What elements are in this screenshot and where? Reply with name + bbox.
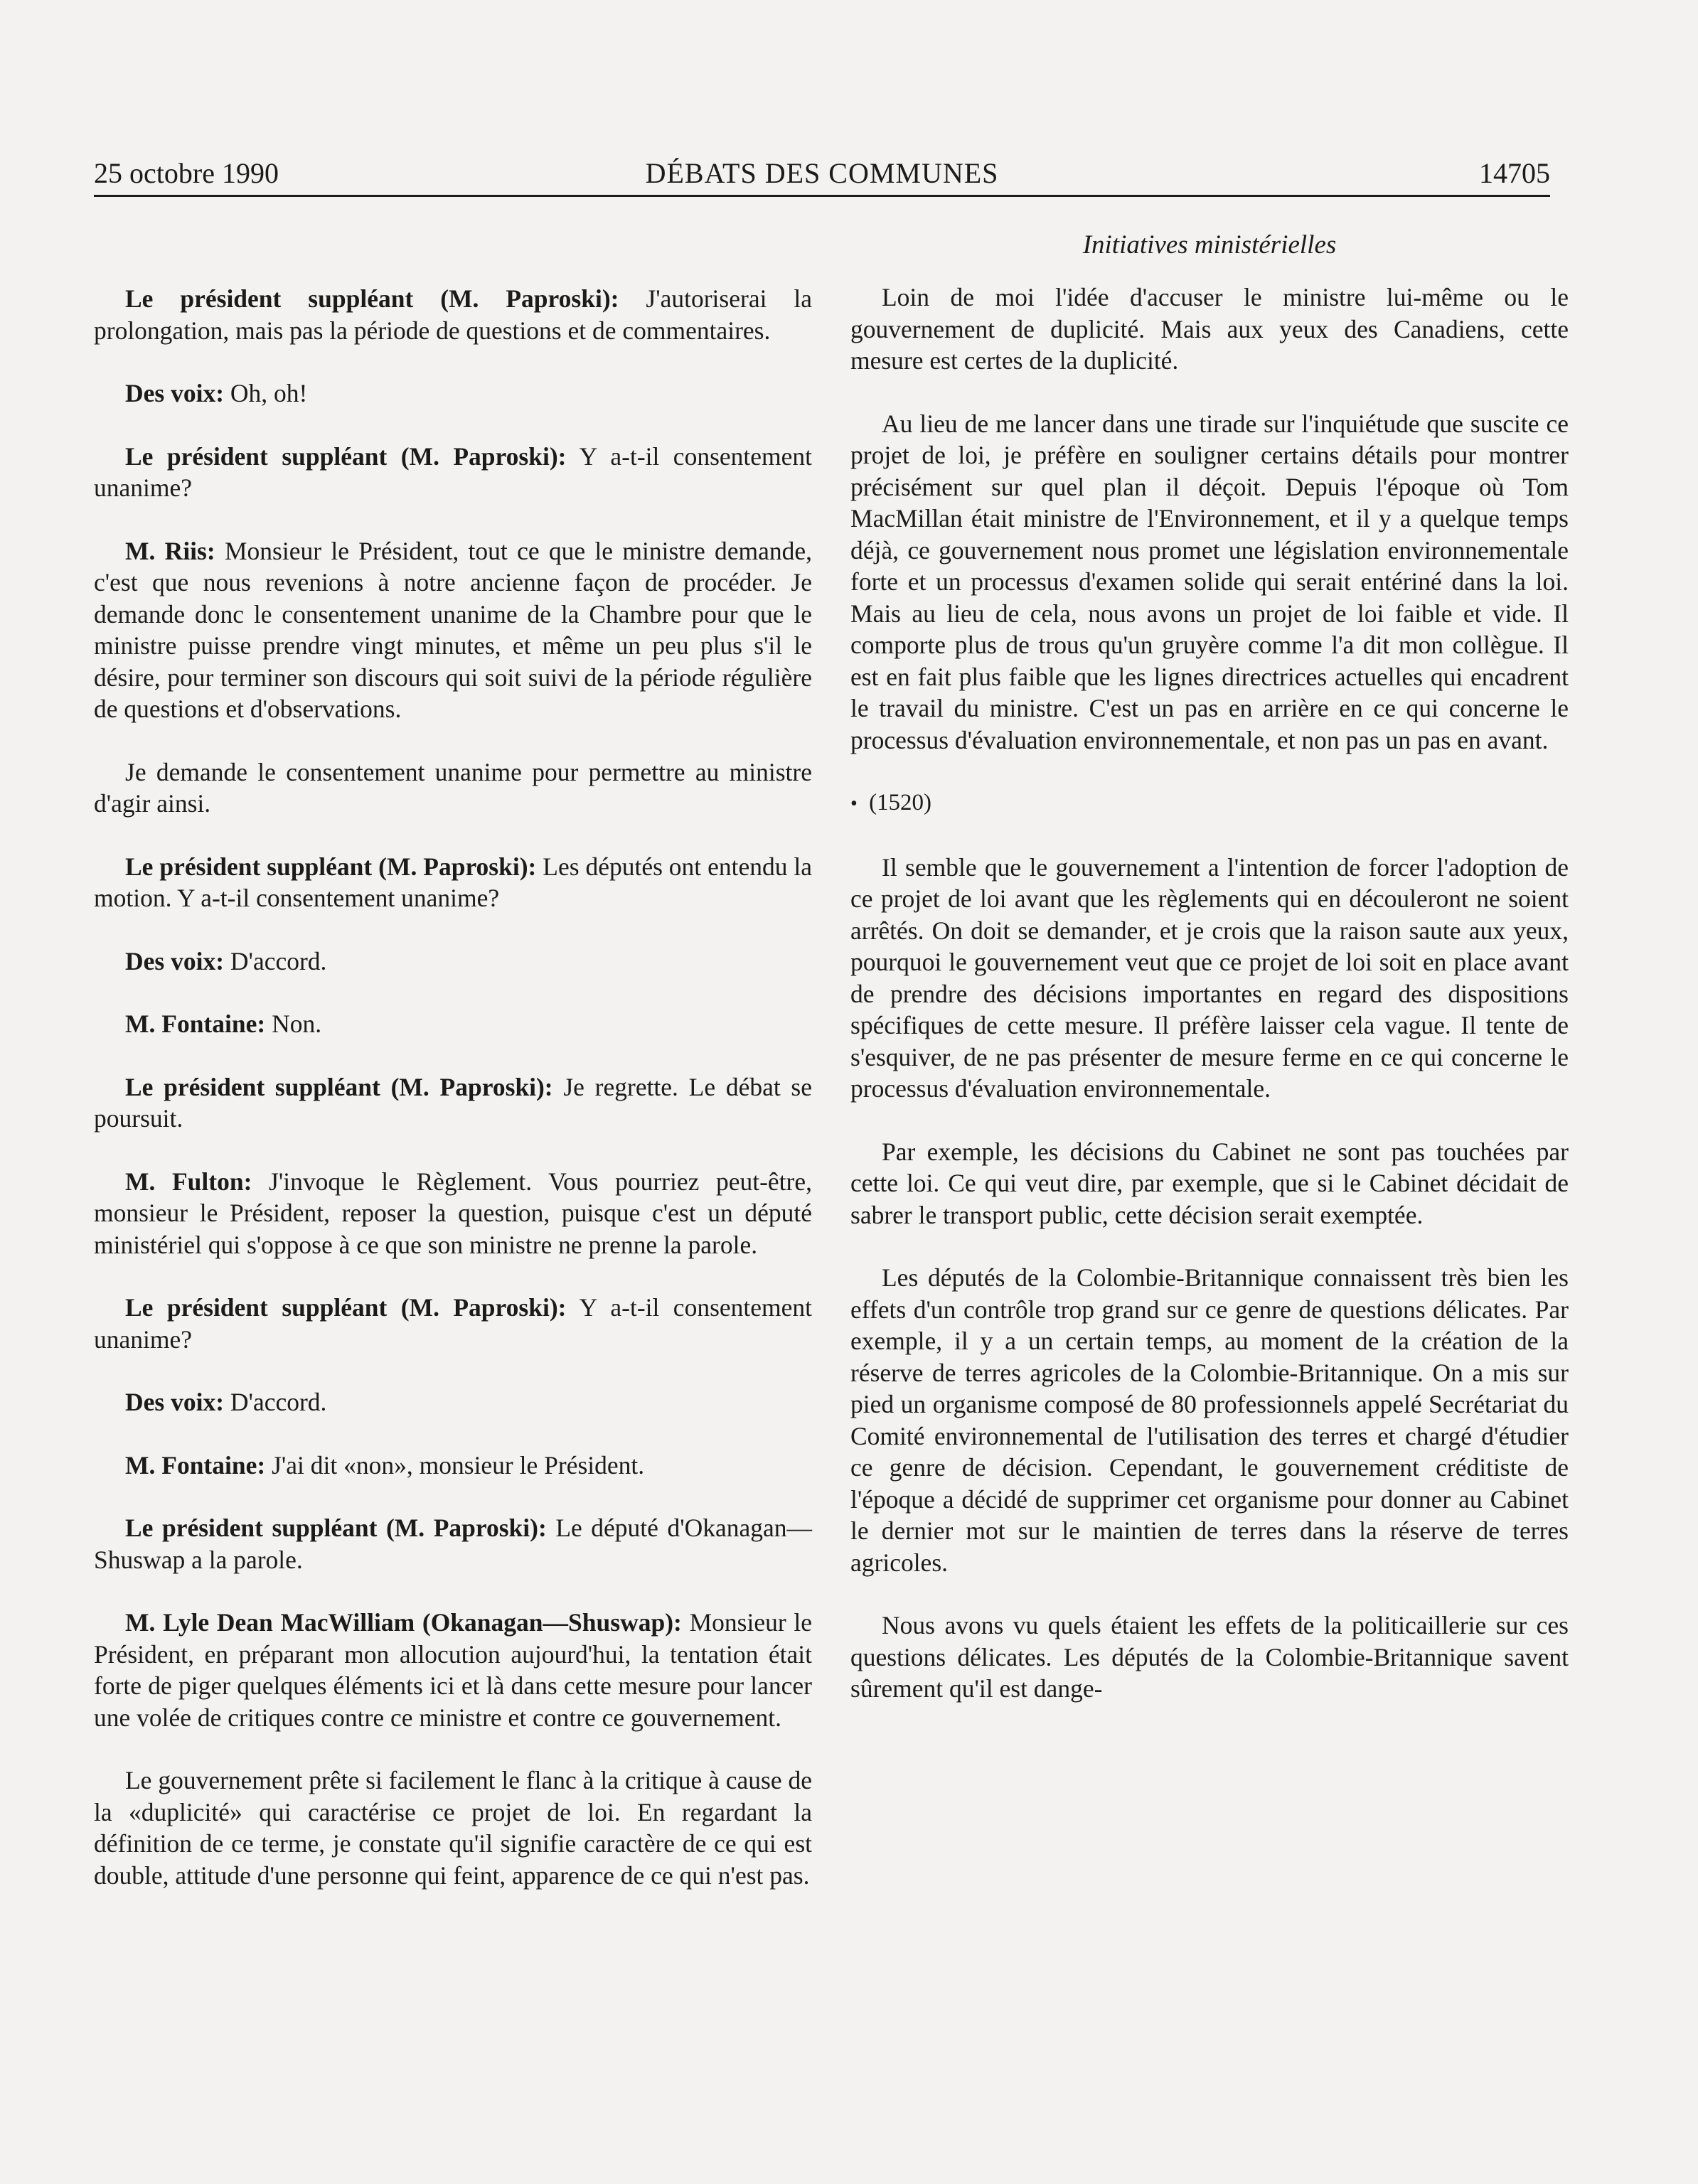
speaker-name: M. Riis: <box>125 536 215 565</box>
paragraph <box>850 852 1569 1105</box>
paragraph <box>94 756 812 820</box>
paragraph <box>94 1607 812 1733</box>
speaker-name: M. Fontaine: <box>125 1450 266 1479</box>
paragraph <box>94 535 812 725</box>
speaker-name: Le président suppléant (M. Paproski): <box>125 852 537 881</box>
speaker-name: Des voix: <box>125 946 225 975</box>
speaker-name: Le président suppléant (M. Paproski): <box>125 441 567 471</box>
speaker-name: Le président suppléant (M. Paproski): <box>125 1514 547 1542</box>
speaker-name: Des voix: <box>125 1388 225 1416</box>
paragraph-text: Les députés ont entendu la motion. Y a-t-il consentement unanime? <box>94 852 812 912</box>
paragraph <box>94 1166 812 1261</box>
paragraph-text: Le gouvernement prête si facilement le flanc à la critique à cause de la «duplicité» qui caractérise ce projet de loi. En regardant la définition de ce terme, je constate qu'il signifie caractère de ce qui est double, attitude d'une personne qui feint, apparence de ce qui n'est pas. <box>94 1766 812 1890</box>
paragraph <box>94 1292 812 1355</box>
paragraph-text: Non. <box>265 1010 322 1038</box>
paragraph-text: Le député d'Okanagan—Shuswap a la parole. <box>94 1514 812 1574</box>
paragraph <box>94 1386 812 1418</box>
paragraph-text: Monsieur le Président, en préparant mon allocution aujourd'hui, la tentation était forte de piger quelques éléments ici et là dans cette mesure pour lancer une volée de critiques contre ce ministre et contre ce gouvernement. <box>94 1608 812 1732</box>
paragraph-text: Les députés de la Colombie-Britannique connaissent très bien les effets d'un contrôle trop grand sur ce genre de questions délicates. Par exemple, il y a un certain temps, au moment de la création de la réserve de terres agricoles de la Colombie-Britannique. On a mis sur pied un organisme composé de 80 professionnels appelé Secrétariat du Comité environnemental de l'utilisation des terres et chargé d'étudier ce genre de décision. Cependant, le gouvernement créditiste de l'époque a décidé de supprimer cet organisme pour donner au Cabinet le dernier mot sur le maintien de terres dans la réserve de terres agricoles. <box>850 1263 1569 1577</box>
paragraph <box>94 1008 812 1040</box>
paragraph <box>94 1071 812 1135</box>
paragraph-text: J'autoriserai la prolongation, mais pas la période de questions et de commentaires. <box>94 284 812 345</box>
paragraph-text: Je demande le consentement unanime pour permettre au ministre d'agir ainsi. <box>94 757 812 818</box>
paragraph-text: D'accord. <box>224 946 327 975</box>
paragraph-text: Oh, oh! <box>224 379 308 407</box>
paragraph <box>850 1610 1569 1705</box>
page-header <box>94 154 1550 193</box>
speaker-name: M. Lyle Dean MacWilliam (Okanagan—Shuswap): <box>125 1608 682 1637</box>
paragraph <box>94 441 812 504</box>
paragraph-text: Il semble que le gouvernement a l'intention de forcer l'adoption de ce projet de loi avant que les règlements qui en découleront ne soient arrêtés. On doit se demander, et je crois que la raison saute aux yeux, pourquoi le gouvernement veut que ce projet de loi soit en place avant de prendre des décisions importantes en regard des dispositions spécifiques de cette mesure. Il préfère laisser cela vague. Il tente de s'esquiver, de ne pas présenter de mesure ferme en ce qui concerne le processus d'évaluation environnementale. <box>850 852 1569 1103</box>
header-rule <box>94 195 1550 197</box>
paragraph-text: Par exemple, les décisions du Cabinet ne sont pas touchées par cette loi. Ce qui veut dire, par exemple, que si le Cabinet décidait de sabrer le transport public, cette décision serait exemptée. <box>850 1137 1569 1229</box>
speaker-name: Le président suppléant (M. Paproski): <box>125 1072 553 1101</box>
paragraph <box>850 408 1569 756</box>
speaker-name: Des voix: <box>125 379 225 407</box>
time-marker-bullet: • <box>850 793 858 815</box>
paragraph <box>850 282 1569 377</box>
speaker-name: M. Fulton: <box>125 1167 252 1196</box>
paragraph <box>850 1262 1569 1578</box>
paragraph <box>94 1450 812 1482</box>
paragraph-text: Au lieu de me lancer dans une tirade sur l'inquiétude que suscite ce projet de loi, je préfère en souligner certains détails pour montrer précisément sur quel plan il déçoit. Depuis l'époque où Tom MacMillan était ministre de l'Environnement, et il y a quelque temps déjà, ce gouvernement nous promet une législation environnementale forte et un processus d'examen solide qui serait entériné dans la loi. Mais au lieu de cela, nous avons un projet de loi faible et vide. Il comporte plus de trous qu'un gruyère comme l'a dit mon collègue. Il est en fait plus faible que les lignes directrices actuelles qui encadrent le travail du ministre. C'est un pas en arrière en ce qui concerne le processus d'évaluation environnementale, et non pas un pas en avant. <box>850 409 1569 754</box>
paragraph <box>94 1512 812 1575</box>
paragraph-text: J'invoque le Règlement. Vous pourriez peut-être, monsieur le Président, reposer la question, puisque c'est un député ministériel qui s'oppose à ce que son ministre ne prenne la parole. <box>94 1167 813 1259</box>
paragraph <box>94 378 812 410</box>
paragraph-text: Y a-t-il consentement unanime? <box>94 1293 812 1354</box>
time-marker-time: (1520) <box>869 790 932 815</box>
speaker-name: Le président suppléant (M. Paproski): <box>125 284 619 313</box>
paragraph-text: D'accord. <box>224 1388 327 1416</box>
paragraph-text: Je regrette. Le débat se poursuit. <box>94 1072 812 1133</box>
paragraph <box>850 1136 1569 1231</box>
right-column <box>850 282 1569 1736</box>
paragraph <box>94 851 812 914</box>
paragraph-text: Monsieur le Président, tout ce que le ministre demande, c'est que nous revenions à notre ancienne façon de procéder. Je demande donc le consentement unanime de la Chambre pour que le ministre puisse prendre vingt minutes, et même un peu plus s'il le désire, pour terminer son discours qui soit suivi de la période régulière de questions et d'observations. <box>94 536 813 723</box>
paragraph <box>94 283 812 346</box>
paragraph-text: J'ai dit «non», monsieur le Président. <box>265 1450 645 1479</box>
speaker-name: Le président suppléant (M. Paproski): <box>125 1293 567 1322</box>
time-marker <box>850 787 1569 820</box>
running-head: Initiatives ministérielles <box>1082 230 1337 259</box>
header-title: DÉBATS DES COMMUNES <box>645 157 999 189</box>
paragraph <box>94 1765 812 1891</box>
speaker-name: M. Fontaine: <box>125 1010 266 1038</box>
paragraph-text: Loin de moi l'idée d'accuser le ministre lui-même ou le gouvernement de duplicité. Mais aux yeux des Canadiens, cette mesure est certes de la duplicité. <box>850 283 1569 375</box>
paragraph <box>94 946 812 978</box>
paragraph-text: Nous avons vu quels étaient les effets de la politicaillerie sur ces questions délicates. Les députés de la Colombie-Britannique savent sûrement qu'il est dange- <box>850 1611 1569 1703</box>
paragraph-text: Y a-t-il consentement unanime? <box>94 441 812 502</box>
header-date: 25 octobre 1990 <box>94 157 279 189</box>
left-column <box>94 283 812 1922</box>
header-page-number: 14705 <box>1479 157 1550 189</box>
